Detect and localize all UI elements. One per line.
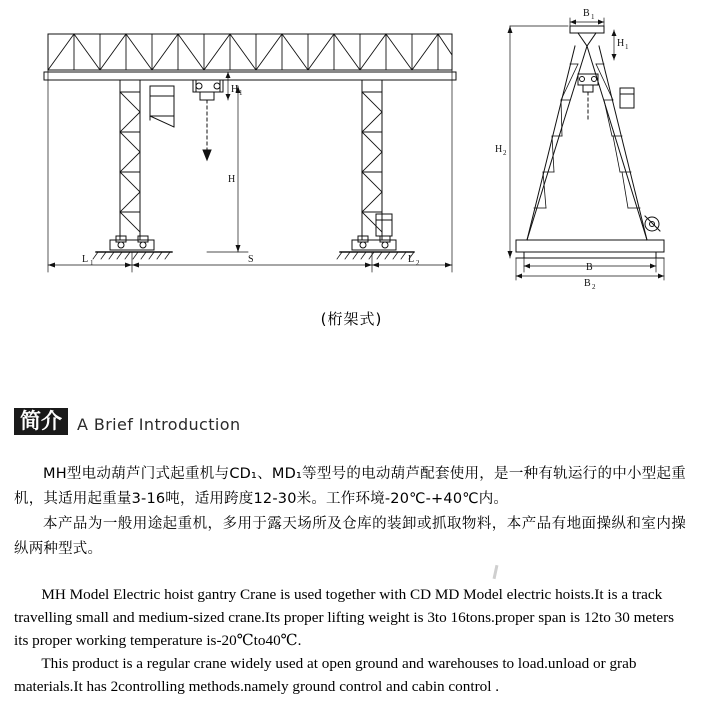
dim-label-S: S <box>248 254 254 265</box>
dim-label-L2: L <box>408 254 415 265</box>
svg-text:1: 1 <box>90 259 94 267</box>
svg-text:1: 1 <box>625 43 629 51</box>
dim-label-H1-right: H <box>617 38 625 49</box>
dim-label-B2: B <box>584 278 591 289</box>
technical-drawing <box>0 0 703 345</box>
dim-label-H2: H <box>495 144 503 155</box>
dim-label-B: B <box>586 262 593 273</box>
paragraph-cn-1: MH型电动葫芦门式起重机与CD₁、MD₁等型号的电动葫芦配套使用，是一种有轨运行的中小型起重机，其适用起重量3-16吨，适用跨度12-30米。工作环境-20℃-+40℃内。 <box>14 466 686 507</box>
section-title-en: A Brief Introduction <box>77 415 241 435</box>
svg-text:2: 2 <box>503 149 507 157</box>
paragraph-en-1: MH Model Electric hoist gantry Crane is used together with CD MD Model electric hoists.It is a track travelling small and medium-sized crane.Its proper lifting weight is 3to 16tons.proper span is 12to 30 meters its proper working temperature is-20℃to40℃. <box>14 586 675 649</box>
body-text <box>14 462 686 698</box>
paragraph-cn-2: 本产品为一般用途起重机，多用于露天场所及仓库的装卸或抓取物料，本产品有地面操纵和室内操纵两种型式。 <box>14 516 686 557</box>
dim-label-H: H <box>228 174 236 185</box>
figure-caption: (桁架式) <box>320 310 383 328</box>
dim-label-L1: L <box>82 254 89 265</box>
svg-text:1: 1 <box>239 89 243 97</box>
dim-label-B1: B <box>583 8 590 19</box>
section-title-cn: 简介 <box>14 408 68 435</box>
section-heading <box>14 408 240 435</box>
svg-text:2: 2 <box>416 259 420 267</box>
svg-text:1: 1 <box>591 13 595 21</box>
paragraph-en-2: This product is a regular crane widely used at open ground and warehouses to load.unload or grab materials.It has 2controlling methods.namely ground control and cabin control . <box>14 655 637 695</box>
svg-text:2: 2 <box>592 283 596 291</box>
dim-label-H1: H <box>231 84 239 95</box>
